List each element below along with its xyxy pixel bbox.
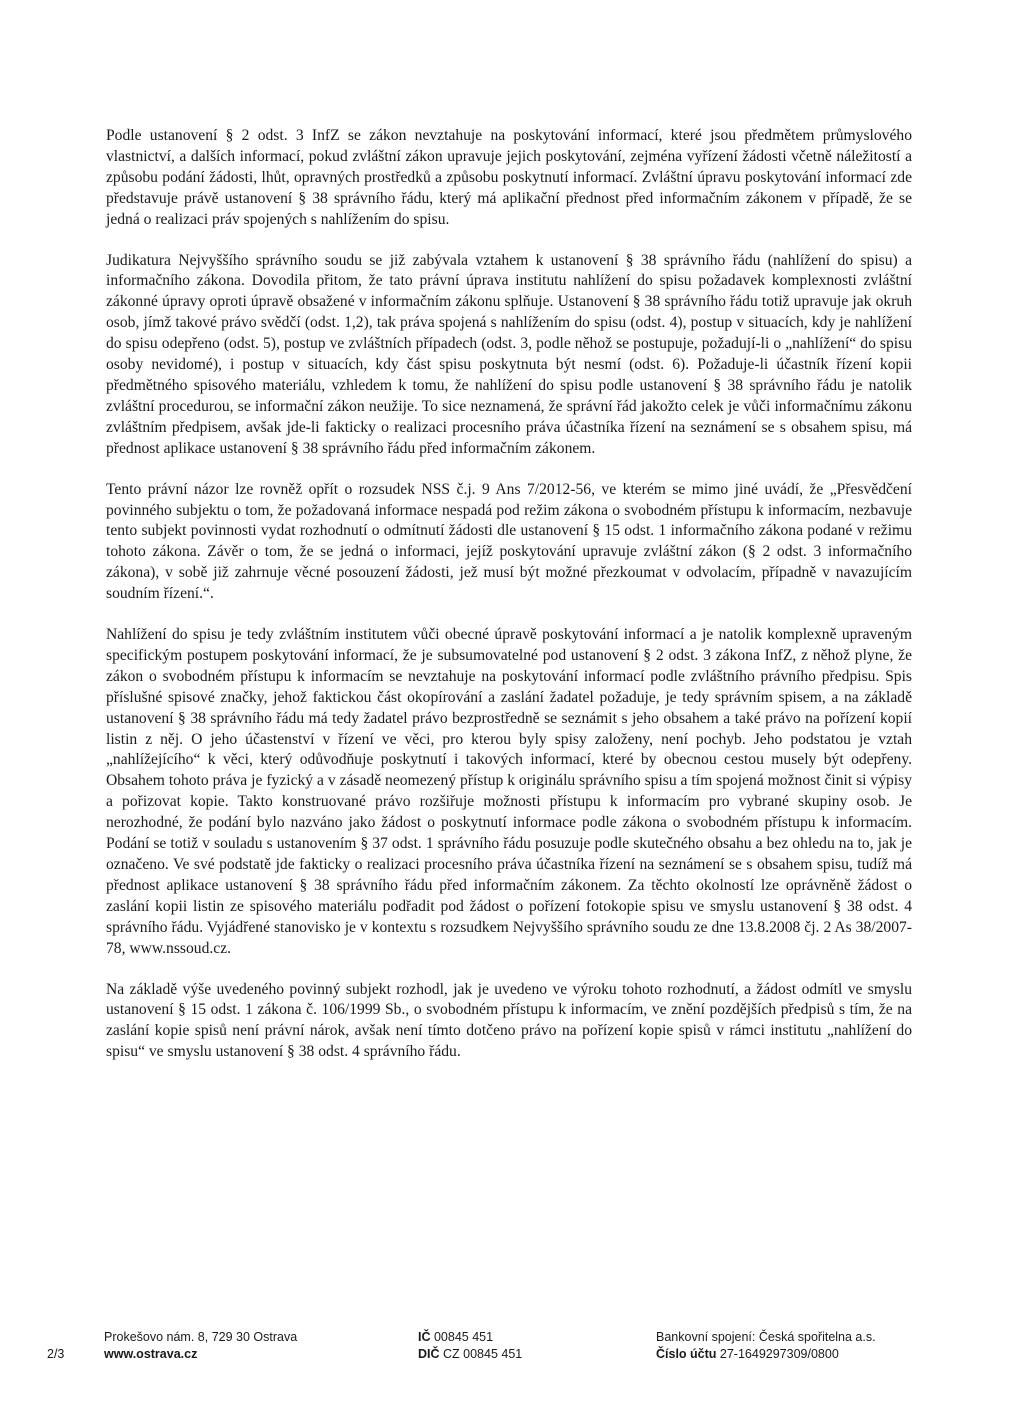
dic-label: DIČ [418, 1347, 440, 1361]
account-value: 27-1649297309/0800 [719, 1347, 839, 1361]
dic-value: CZ 00845 451 [443, 1347, 523, 1361]
paragraph-decision: Na základě výše uvedeného povinný subjekt rozhodl, jak je uvedeno ve výroku tohoto rozhodnutí, a žádost odmítl ve smyslu ustanovení § 15 odst. 1 zákona č. 106/1999 Sb., o svobodném přístupu k informacím, ve znění pozdějších předpisů s tím, že na zaslání kopie spisů není právní nárok, avšak není tímto dotčeno právo na pořízení kopie spisů v rámci institutu „nahlížení do spisu“ ve smyslu ustanovení § 38 odst. 4 správního řádu. [106, 980, 912, 1061]
paragraph-case-law: Judikatura Nejvyššího správního soudu se již zabývala vztahem k ustanovení § 38 správního řádu (nahlížení do spisu) a informačního zákona. Dovodila přitom, že tato právní úprava institutu nahlížení do spisu požadavek komplexnosti zvláštní zákonné úpravy oproti úpravě obsažené v informačním zákonu splňuje. Ustanovení § 38 správního řádu totiž upravuje jak okruh osob, jímž takové právo svědčí (odst. 1,2), tak práva spojená s nahlížením do spisu (odst. 4), postup v situacích, kdy je nahlížení do spisu odepřeno (odst. 5), postup ve zvláštních případech (odst. 3, podle něhož se postupuje, požadují-li o „nahlížení“ do spisu osoby nevidomé), i postup v situacích, kdy část spisu poskytnuta být nesmí (odst. 6). Požaduje-li účastník řízení kopii předmětného spisového materiálu, vzhledem k tomu, že nahlížení do spisu podle ustanovení § 38 správního řádu je natolik zvláštní procedurou, se informační zákon neužije. To sice neznamená, že správní řád jakožto celek je vůči informačnímu zákonu zvláštním předpisem, avšak jde-li fakticky o realizaci procesního práva účastníka řízení na seznámení se s obsahem spisu, má přednost aplikace ustanovení § 38 správního řádu před informačním zákonem. [106, 251, 912, 457]
footer-address-block [104, 1329, 297, 1363]
page-footer [0, 1329, 1024, 1369]
footer-account [656, 1346, 876, 1363]
account-label: Číslo účtu [656, 1347, 717, 1361]
footer-ic [418, 1329, 522, 1346]
paragraph-infz-scope: Podle ustanovení § 2 odst. 3 InfZ se zákon nevztahuje na poskytování informací, které jsou předmětem průmyslového vlastnictví, a dalších informací, pokud zvláštní zákon upravuje jejich poskytování, zejména vyřízení žádosti včetně náležitostí a způsobu podání žádosti, lhůt, opravných prostředků a způsobu poskytnutí informací. Zvláštní úpravu poskytování informací zde představuje právě ustanovení § 38 správního řádu, který má aplikační přednost před informačním zákonem v případě, že se jedná o realizaci práv spojených s nahlížením do spisu. [106, 127, 912, 228]
footer-bank: Bankovní spojení: Česká spořitelna a.s. [656, 1330, 876, 1344]
paragraph-nss-judgment: Tento právní názor lze rovněž opřít o rozsudek NSS č.j. 9 Ans 7/2012-56, ve kterém se mimo jiné uvádí, že „Přesvědčení povinného subjektu o tom, že požadovaná informace nespadá pod režim zákona o svobodném přístupu k informacím, nezbavuje tento subjekt povinnosti vydat rozhodnutí o odmítnutí žádosti dle ustanovení § 15 odst. 1 informačního zákona podané v režimu tohoto zákona. Závěr o tom, že se jedná o informaci, jejíž poskytování upravuje zvláštní zákon (§ 2 odst. 3 informačního zákona), v sobě již zahrnuje věcné posouzení žádosti, jež musí být možné přezkoumat v odvolacím, případně v navazujícím soudním řízení.“. [106, 480, 912, 603]
page-number: 2/3 [47, 1347, 65, 1361]
ic-label: IČ [418, 1330, 431, 1344]
footer-bank-block [656, 1329, 876, 1363]
footer-dic [418, 1346, 522, 1363]
document-body [106, 126, 912, 1083]
footer-address: Prokešovo nám. 8, 729 30 Ostrava [104, 1330, 298, 1344]
footer-ids-block [418, 1329, 522, 1363]
ic-value: 00845 451 [433, 1330, 494, 1344]
footer-website-link[interactable]: www.ostrava.cz [104, 1347, 198, 1361]
paragraph-file-inspection: Nahlížení do spisu je tedy zvláštním institutem vůči obecné úpravě poskytování informací a je natolik komplexně upraveným specifickým postupem poskytování informací, že je subsumovatelné pod ustanovení § 2 odst. 3 zákona InfZ, z něhož plyne, že zákon o svobodném přístupu k informacím se nevztahuje na poskytování informací podle zvláštního právního předpisu. Spis příslušné spisové značky, jehož faktickou část okopírování a zaslání žadatel požaduje, je tedy správním spisem, a na základě ustanovení § 38 správního řádu má tedy žadatel právo bezprostředně se seznámit s jeho obsahem a také právo na pořízení kopií listin z něj. O jeho účastenství v řízení ve věci, pro kterou byly spisy založeny, není pochyb. Jeho podstatou je vztah „nahlížejícího“ k věci, který odůvodňuje poskytnutí i takových informací, které by obecnou cestou musely být odepřeny. Obsahem tohoto práva je fyzický a v zásadě neomezený přístup k originálu správního spisu a tím spojená možnost činit si výpisy a pořizovat kopie. Takto konstruované právo rozšiřuje možnosti přístupu k informacím pro vybrané skupiny osob. Je nerozhodné, že podání bylo nazváno jako žádost o poskytnutí informace podle zákona o svobodném přístupu k informacím. Podání se totiž v souladu s ustanovením § 37 odst. 1 správního řádu posuzuje podle skutečného obsahu a bez ohledu na to, jak je označeno. Ve své podstatě jde fakticky o realizaci procesního práva účastníka řízení na seznámení se s obsahem spisu, tudíž má přednost aplikace ustanovení § 38 správního řádu před informačním zákonem. Za těchto okolností lze oprávněně žádost o zaslání kopii listin ze spisového materiálu podřadit pod žádost o pořízení fotokopie spisu ve smyslu ustanovení § 38 odst. 4 správního řádu. Vyjádřené stanovisko je v kontextu s rozsudkem Nejvyššího správního soudu ze dne 13.8.2008 čj. 2 As 38/2007-78, www.nssoud.cz. [106, 626, 912, 957]
